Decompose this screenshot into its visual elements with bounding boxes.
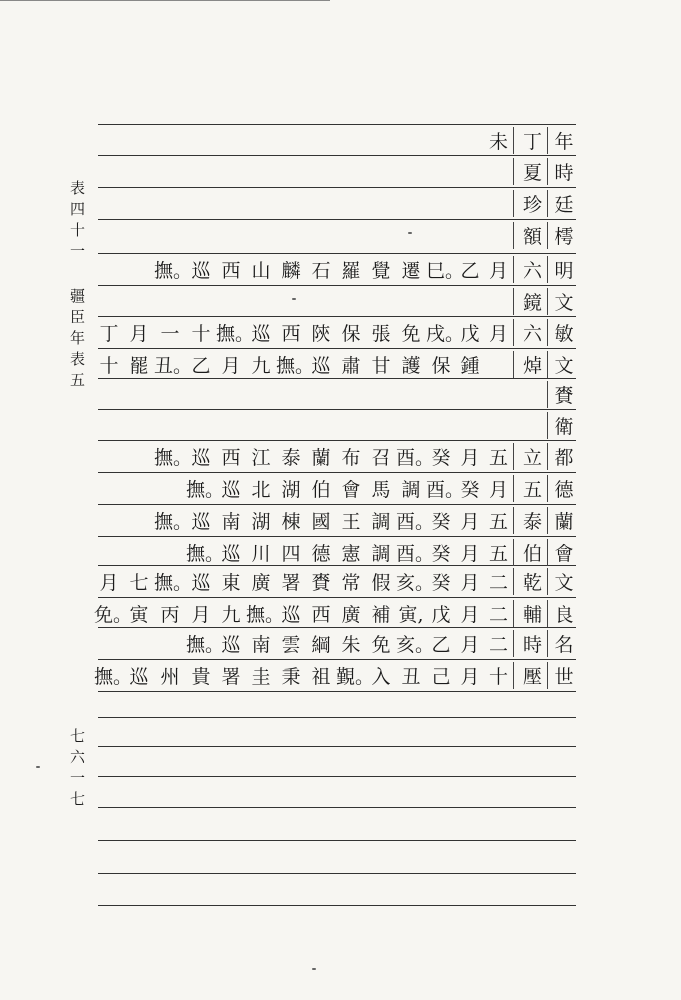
table-cell: 石 bbox=[311, 259, 331, 282]
table-cell: 入 bbox=[371, 665, 391, 688]
ink-speck bbox=[408, 232, 412, 234]
table-cell: 寅 bbox=[129, 603, 149, 626]
table-cell: 伯 bbox=[311, 478, 331, 501]
table-cell: 保 bbox=[341, 322, 361, 345]
table-cell: 丙 bbox=[160, 603, 180, 626]
table-cell: 罷 bbox=[129, 354, 149, 377]
table-cell: 戊 bbox=[431, 603, 451, 626]
table-cell: 四 bbox=[281, 542, 301, 565]
table-row bbox=[513, 156, 576, 186]
table-rule bbox=[98, 840, 576, 841]
table-cell: 貴 bbox=[191, 665, 211, 688]
table-cell: 輔 bbox=[513, 600, 547, 627]
table-cell: 樗 bbox=[547, 222, 576, 249]
table-cell: 撫。 bbox=[186, 478, 225, 501]
table-cell: 癸 bbox=[431, 510, 451, 533]
table-cell: 立 bbox=[513, 443, 547, 470]
table-cell: 都 bbox=[547, 443, 576, 470]
table-row bbox=[154, 254, 576, 284]
table-cell: 巡 bbox=[221, 633, 241, 656]
table-cell: 名 bbox=[547, 630, 576, 657]
table-cell: 北 bbox=[251, 478, 271, 501]
table-cell: 時 bbox=[547, 158, 576, 185]
table-rule bbox=[98, 746, 576, 747]
table-rule bbox=[98, 691, 576, 692]
table-cell: 衛 bbox=[547, 412, 576, 439]
table-cell: 丁 bbox=[513, 127, 547, 154]
table-cell: 癸 bbox=[431, 446, 451, 469]
table-cell: 張 bbox=[371, 322, 391, 345]
table-cell: 乙 bbox=[191, 354, 211, 377]
table-cell: 月 bbox=[460, 571, 480, 594]
table-cell: 亥。 bbox=[396, 633, 435, 656]
table-row bbox=[186, 473, 576, 503]
table-rule bbox=[98, 873, 576, 874]
table-row bbox=[513, 220, 576, 250]
table-cell: 召 bbox=[371, 446, 391, 469]
table-cell: 祖 bbox=[311, 665, 331, 688]
table-cell: 九 bbox=[251, 354, 271, 377]
table-cell: 巡 bbox=[311, 354, 331, 377]
table-cell: 額 bbox=[513, 222, 547, 249]
table-cell: 月 bbox=[460, 633, 480, 656]
table-cell: 丁 bbox=[99, 322, 119, 345]
table-cell: 戊 bbox=[460, 322, 480, 345]
table-cell: 巡 bbox=[191, 510, 211, 533]
table-cell: 未 bbox=[488, 130, 508, 153]
table-cell: 乾 bbox=[513, 568, 547, 595]
table-cell: 五 bbox=[513, 475, 547, 502]
table-rule bbox=[98, 219, 576, 220]
table-cell: 布 bbox=[341, 446, 361, 469]
table-cell: 丑 bbox=[401, 665, 421, 688]
table-cell: 鏡 bbox=[513, 288, 547, 315]
table-cell: 一 bbox=[160, 322, 180, 345]
table-cell: 巡 bbox=[221, 478, 241, 501]
table-cell: 月 bbox=[221, 354, 241, 377]
table-cell: 署 bbox=[281, 571, 301, 594]
table-cell: 撫。 bbox=[154, 446, 193, 469]
table-cell: 廣 bbox=[341, 603, 361, 626]
table-cell: 撫。 bbox=[154, 510, 193, 533]
table-cell: 雲 bbox=[281, 633, 301, 656]
table-cell: 調 bbox=[371, 510, 391, 533]
table-rule bbox=[98, 717, 576, 718]
table-cell: 六 bbox=[513, 319, 547, 346]
table-cell: 己 bbox=[431, 665, 451, 688]
table-rule bbox=[98, 409, 576, 410]
table-cell: 五 bbox=[488, 510, 508, 533]
table-cell: 壓 bbox=[513, 662, 547, 689]
table-cell: 戌。 bbox=[426, 322, 465, 345]
table-row bbox=[94, 660, 576, 690]
table-row bbox=[547, 410, 576, 440]
table-cell: 憲 bbox=[341, 542, 361, 565]
table-cell: 撫。 bbox=[154, 571, 193, 594]
table-row bbox=[94, 349, 576, 379]
table-cell: 調 bbox=[401, 478, 421, 501]
table-cell: 遷 bbox=[401, 259, 421, 282]
scan-edge-line bbox=[0, 0, 330, 1]
table-cell: 川 bbox=[251, 542, 271, 565]
table-cell: 王 bbox=[341, 510, 361, 533]
table-row bbox=[94, 317, 576, 347]
table-cell: 二 bbox=[488, 603, 508, 626]
table-cell: 江 bbox=[251, 446, 271, 469]
table-cell: 癸 bbox=[431, 542, 451, 565]
table-cell: 補 bbox=[371, 603, 391, 626]
table-row bbox=[154, 441, 576, 471]
table-cell: 馬 bbox=[371, 478, 391, 501]
table-cell: 癸 bbox=[431, 571, 451, 594]
table-cell: 月 bbox=[460, 446, 480, 469]
table-cell: 陝 bbox=[311, 322, 331, 345]
table-cell: 巡 bbox=[191, 446, 211, 469]
table-row bbox=[547, 379, 576, 409]
table-cell: 南 bbox=[221, 510, 241, 533]
table-row bbox=[154, 505, 576, 535]
table-cell: 寅, bbox=[398, 603, 424, 626]
table-cell: 六 bbox=[513, 256, 547, 283]
table-row bbox=[513, 188, 576, 218]
ink-speck bbox=[312, 968, 316, 970]
ink-speck bbox=[292, 298, 296, 300]
table-cell: 撫。 bbox=[276, 354, 315, 377]
table-cell: 州 bbox=[160, 665, 180, 688]
table-cell: 山 bbox=[251, 259, 271, 282]
table-cell: 西 bbox=[221, 446, 241, 469]
table-cell: 東 bbox=[221, 571, 241, 594]
table-cell: 湖 bbox=[251, 510, 271, 533]
table-row bbox=[186, 537, 576, 567]
table-cell: 免 bbox=[401, 322, 421, 345]
table-cell: 月 bbox=[99, 571, 119, 594]
table-row bbox=[484, 125, 576, 155]
table-cell: 撫。 bbox=[154, 259, 193, 282]
table-cell: 五 bbox=[488, 542, 508, 565]
table-cell: 良 bbox=[547, 600, 576, 627]
table-cell: 敏 bbox=[547, 319, 576, 346]
table-row bbox=[186, 628, 576, 658]
table-cell: 伯 bbox=[513, 539, 547, 566]
table-cell: 月 bbox=[488, 259, 508, 282]
table-cell: 夏 bbox=[513, 158, 547, 185]
table-row bbox=[94, 598, 576, 628]
table-cell: 署 bbox=[221, 665, 241, 688]
table-cell: 覲。 bbox=[336, 665, 375, 688]
table-cell: 假 bbox=[371, 571, 391, 594]
table-cell: 文 bbox=[547, 351, 576, 378]
table-cell: 酉。 bbox=[396, 510, 435, 533]
table-cell: 九 bbox=[221, 603, 241, 626]
table-cell: 二 bbox=[488, 571, 508, 594]
table-cell: 巡 bbox=[221, 542, 241, 565]
table-cell: 乙 bbox=[431, 633, 451, 656]
table-rule bbox=[98, 187, 576, 188]
table-cell: 巡 bbox=[129, 665, 149, 688]
table-cell: 常 bbox=[341, 571, 361, 594]
table-rule bbox=[98, 776, 576, 777]
table-cell: 泰 bbox=[513, 507, 547, 534]
table-cell: 月 bbox=[129, 322, 149, 345]
table-cell: 乙 bbox=[460, 259, 480, 282]
table-cell: 世 bbox=[547, 662, 576, 689]
table-cell: 五 bbox=[488, 446, 508, 469]
table-cell: 酉。 bbox=[426, 478, 465, 501]
table-cell: 南 bbox=[251, 633, 271, 656]
table-cell: 十 bbox=[488, 665, 508, 688]
table-cell: 十 bbox=[99, 354, 119, 377]
table-cell: 巡 bbox=[281, 603, 301, 626]
table-number: 表四十一 bbox=[68, 180, 86, 264]
table-cell: 巡 bbox=[251, 322, 271, 345]
table-rule bbox=[98, 807, 576, 808]
table-cell: 泰 bbox=[281, 446, 301, 469]
table-cell: 撫。 bbox=[94, 665, 133, 688]
table-cell: 德 bbox=[311, 542, 331, 565]
table-cell: 會 bbox=[547, 539, 576, 566]
table-cell: 護 bbox=[401, 354, 421, 377]
table-cell: 癸 bbox=[460, 478, 480, 501]
table-cell: 調 bbox=[371, 542, 391, 565]
table-rule bbox=[98, 905, 576, 906]
table-cell: 德 bbox=[547, 475, 576, 502]
table-cell: 肅 bbox=[341, 354, 361, 377]
table-row bbox=[94, 566, 576, 596]
table-cell: 蘭 bbox=[547, 507, 576, 534]
table-cell: 二 bbox=[488, 633, 508, 656]
table-cell: 月 bbox=[460, 510, 480, 533]
table-row bbox=[513, 286, 576, 316]
table-cell: 年 bbox=[547, 127, 576, 154]
table-cell: 蘭 bbox=[311, 446, 331, 469]
table-cell: 湖 bbox=[281, 478, 301, 501]
ink-speck bbox=[36, 766, 40, 768]
table-cell: 月 bbox=[191, 603, 211, 626]
table-cell: 西 bbox=[311, 603, 331, 626]
table-cell: 廣 bbox=[251, 571, 271, 594]
table-cell: 酉。 bbox=[396, 446, 435, 469]
table-cell: 賚 bbox=[547, 381, 576, 408]
table-cell: 麟 bbox=[281, 259, 301, 282]
table-cell: 月 bbox=[488, 478, 508, 501]
table-cell: 秉 bbox=[281, 665, 301, 688]
table-cell: 焯 bbox=[513, 351, 547, 378]
table-cell: 賚 bbox=[311, 571, 331, 594]
page-number: 七六一七 bbox=[68, 728, 86, 812]
table-cell: 覺 bbox=[371, 259, 391, 282]
table-cell: 月 bbox=[460, 542, 480, 565]
table-cell: 羅 bbox=[341, 259, 361, 282]
table-title: 疆臣年表五 bbox=[68, 288, 86, 393]
table-cell: 巡 bbox=[191, 571, 211, 594]
table-cell: 十 bbox=[191, 322, 211, 345]
table-cell: 撫。 bbox=[246, 603, 285, 626]
table-rule bbox=[98, 155, 576, 156]
table-cell: 丑。 bbox=[154, 354, 193, 377]
table-cell: 朱 bbox=[341, 633, 361, 656]
table-cell: 免。 bbox=[94, 603, 133, 626]
table-cell: 撫。 bbox=[216, 322, 255, 345]
table-cell: 鍾 bbox=[460, 354, 480, 377]
table-cell: 撫。 bbox=[186, 633, 225, 656]
table-cell: 月 bbox=[460, 603, 480, 626]
table-cell: 酉。 bbox=[396, 542, 435, 565]
table-cell: 月 bbox=[460, 665, 480, 688]
table-cell: 棟 bbox=[281, 510, 301, 533]
table-cell: 亥。 bbox=[396, 571, 435, 594]
table-cell: 綱 bbox=[311, 633, 331, 656]
table-cell: 廷 bbox=[547, 190, 576, 217]
table-cell: 撫。 bbox=[186, 542, 225, 565]
table-cell: 西 bbox=[221, 259, 241, 282]
table-cell: 珍 bbox=[513, 190, 547, 217]
table-cell: 文 bbox=[547, 288, 576, 315]
table-cell: 巳。 bbox=[426, 259, 465, 282]
table-cell: 月 bbox=[488, 322, 508, 345]
table-rule bbox=[98, 285, 576, 286]
table-cell: 文 bbox=[547, 568, 576, 595]
table-cell: 明 bbox=[547, 256, 576, 283]
table-cell: 時 bbox=[513, 630, 547, 657]
table-cell: 巡 bbox=[191, 259, 211, 282]
table-cell: 免 bbox=[371, 633, 391, 656]
table-cell: 圭 bbox=[251, 665, 271, 688]
table-cell: 七 bbox=[129, 571, 149, 594]
table-cell: 西 bbox=[281, 322, 301, 345]
table-cell: 國 bbox=[311, 510, 331, 533]
table-cell: 保 bbox=[431, 354, 451, 377]
table-cell: 甘 bbox=[371, 354, 391, 377]
table-cell: 會 bbox=[341, 478, 361, 501]
